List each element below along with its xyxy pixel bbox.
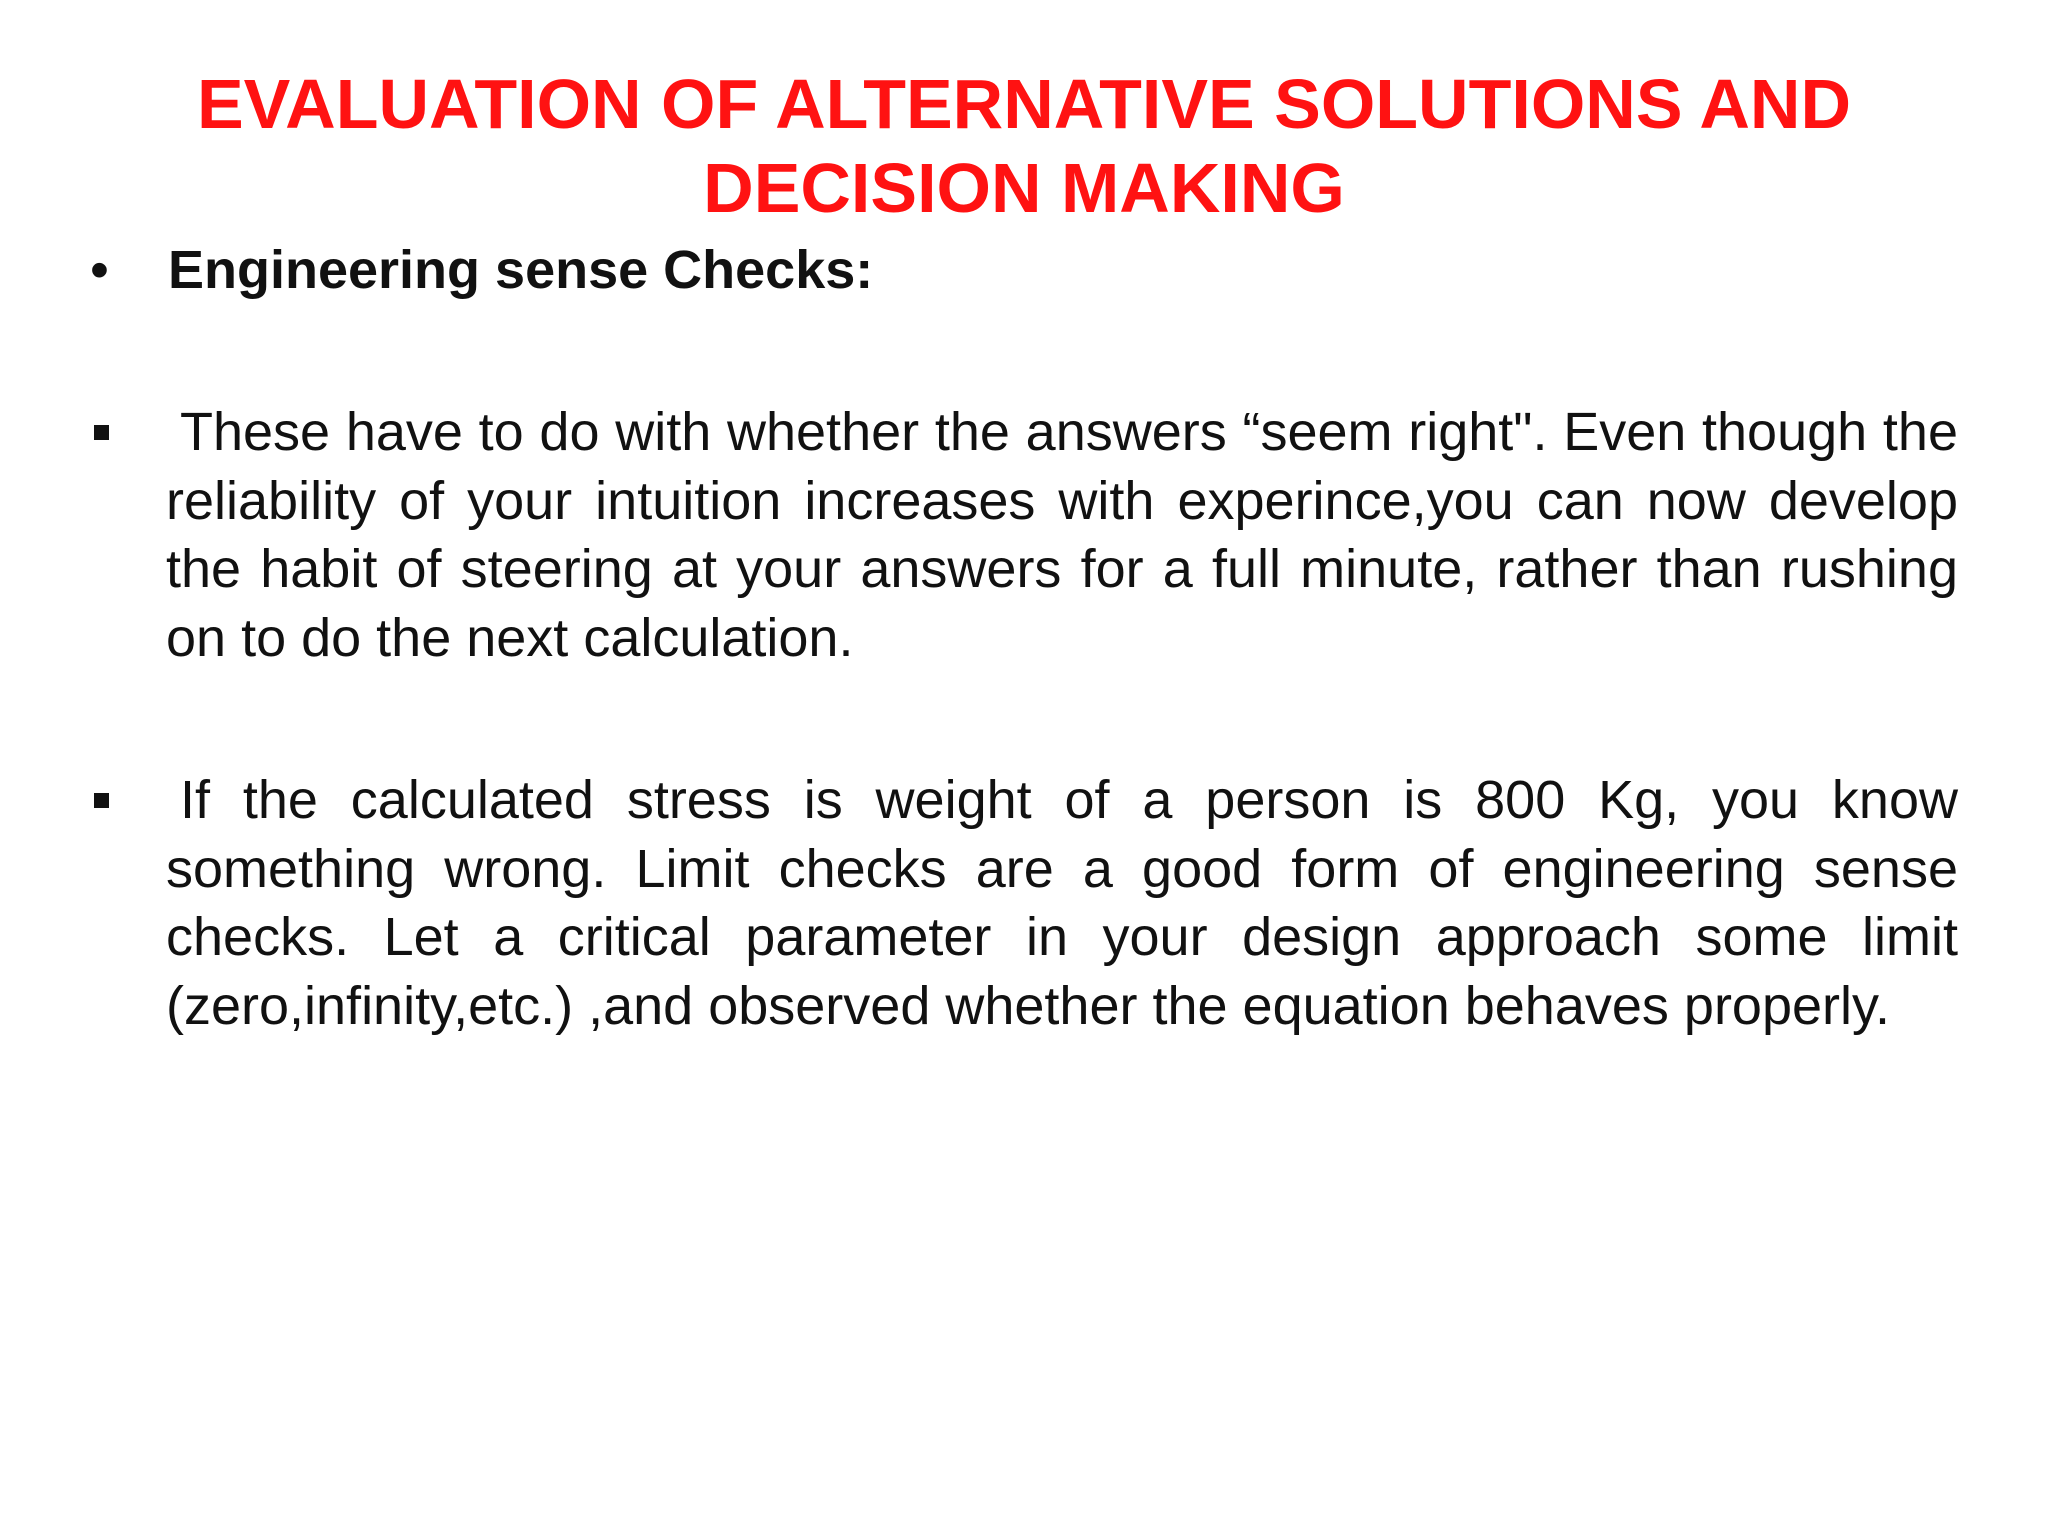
square-bullet-icon xyxy=(94,425,109,440)
bullet-paragraph-1-text: These have to do with whether the answers “seem right". Even though the reliability of your intuition increases with experince,you can now develop the habit of steering at your answers for a full minute, rather than rushing on to do the next calculation. xyxy=(166,402,1958,668)
bullet-paragraph-2 xyxy=(166,766,1958,1040)
slide-title-line-1: EVALUATION OF ALTERNATIVE SOLUTIONS AND xyxy=(196,65,1852,143)
slide-title-line-2: DECISION MAKING xyxy=(703,149,1345,227)
slide-title xyxy=(120,62,1928,230)
bullet-paragraph-2-text: If the calculated stress is weight of a person is 800 Kg, you know something wrong. Limit checks are a good form of engineering sense checks. Let a critical parameter in your design approach some limit (zero,infinity,etc.) ,and observed whether the equation behaves properly. xyxy=(166,770,1958,1036)
round-bullet-icon: • xyxy=(90,240,109,300)
square-bullet-icon xyxy=(94,793,109,808)
bullet-paragraph-1 xyxy=(166,398,1958,672)
section-heading-text: Engineering sense Checks: xyxy=(168,240,874,300)
